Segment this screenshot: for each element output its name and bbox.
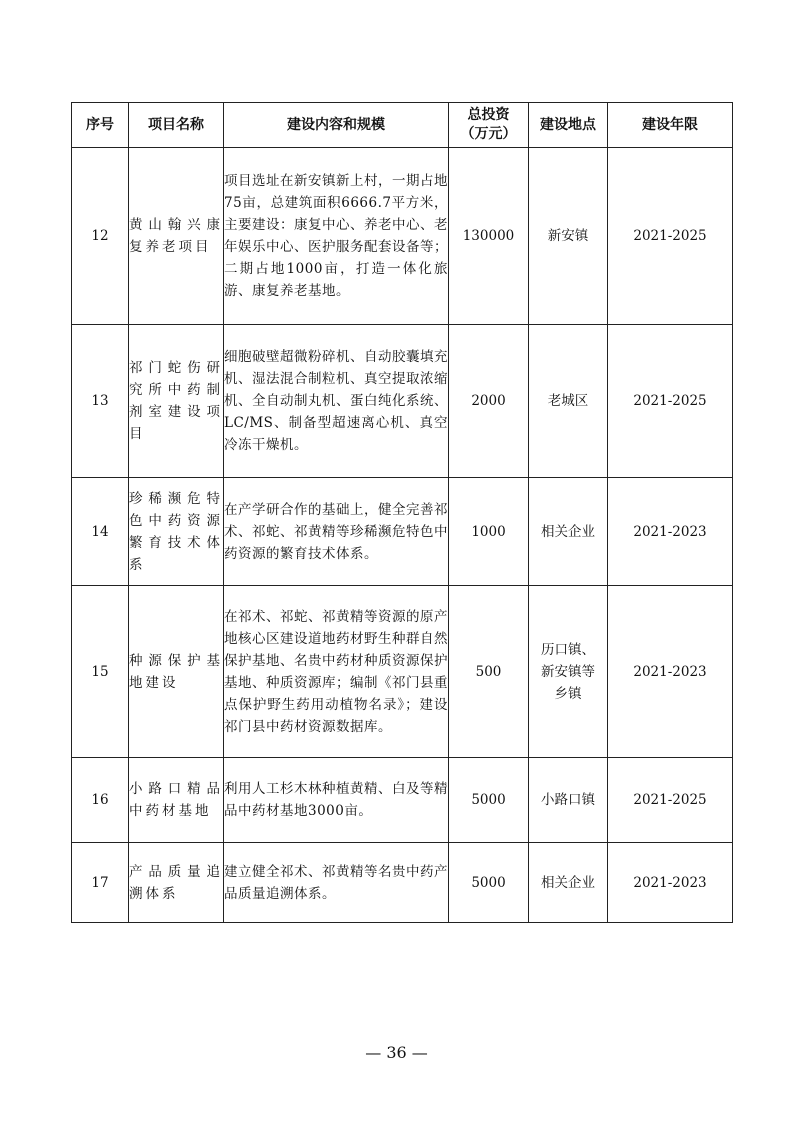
row-period: 2021-2025	[608, 758, 733, 843]
row-location: 小路口镇	[529, 758, 608, 843]
row-location: 相关企业	[529, 478, 608, 586]
table-row	[72, 148, 733, 325]
row-period: 2021-2023	[608, 843, 733, 923]
row-project-name: 小路口精品中药材基地	[129, 758, 224, 843]
row-no: 16	[72, 758, 129, 843]
row-location: 相关企业	[529, 843, 608, 923]
row-project-name: 祁门蛇伤研究所中药制剂室建设项目	[129, 325, 224, 478]
page-number: — 36 —	[365, 1043, 428, 1062]
project-table	[71, 102, 733, 923]
table-row	[72, 478, 733, 586]
row-investment: 500	[449, 586, 529, 758]
row-no: 14	[72, 478, 129, 586]
row-no: 17	[72, 843, 129, 923]
row-location: 老城区	[529, 325, 608, 478]
header-content: 建设内容和规模	[224, 103, 449, 148]
row-period: 2021-2025	[608, 325, 733, 478]
header-no: 序号	[72, 103, 129, 148]
row-project-name: 种源保护基地建设	[129, 586, 224, 758]
row-investment: 2000	[449, 325, 529, 478]
table-row	[72, 758, 733, 843]
row-location: 历口镇、新安镇等乡镇	[529, 586, 608, 758]
row-project-name: 珍稀濒危特色中药资源繁育技术体系	[129, 478, 224, 586]
row-content: 在产学研合作的基础上，健全完善祁术、祁蛇、祁黄精等珍稀濒危特色中药资源的繁育技术体系。	[224, 478, 449, 586]
row-project-name: 产品质量追溯体系	[129, 843, 224, 923]
row-investment: 5000	[449, 758, 529, 843]
row-period: 2021-2023	[608, 478, 733, 586]
row-content: 利用人工杉木林种植黄精、白及等精品中药材基地3000亩。	[224, 758, 449, 843]
row-period: 2021-2025	[608, 148, 733, 325]
row-content: 细胞破壁超微粉碎机、自动胶囊填充机、湿法混合制粒机、真空提取浓缩机、全自动制丸机、蛋白纯化系统、LC/MS、制备型超速离心机、真空冷冻干燥机。	[224, 325, 449, 478]
row-investment: 1000	[449, 478, 529, 586]
header-investment-line1: 总投资	[467, 107, 510, 123]
header-name: 项目名称	[129, 103, 224, 148]
header-period: 建设年限	[608, 103, 733, 148]
row-location: 新安镇	[529, 148, 608, 325]
row-investment: 5000	[449, 843, 529, 923]
table-header-row	[72, 103, 733, 148]
header-location: 建设地点	[529, 103, 608, 148]
row-no: 13	[72, 325, 129, 478]
header-investment-line2: （万元）	[460, 126, 517, 142]
header-investment	[449, 103, 529, 148]
row-investment: 130000	[449, 148, 529, 325]
table-row	[72, 586, 733, 758]
row-project-name: 黄山翰兴康复养老项目	[129, 148, 224, 325]
row-period: 2021-2023	[608, 586, 733, 758]
table-row	[72, 843, 733, 923]
row-content: 项目选址在新安镇新上村，一期占地75亩，总建筑面积6666.7平方米，主要建设：康复中心、养老中心、老年娱乐中心、医护服务配套设备等；二期占地1000亩，打造一体化旅游、康复养老基地。	[224, 148, 449, 325]
row-no: 15	[72, 586, 129, 758]
row-content: 在祁术、祁蛇、祁黄精等资源的原产地核心区建设道地药材野生种群自然保护基地、名贵中药材种质资源保护基地、种质资源库；编制《祁门县重点保护野生药用动植物名录》；建设祁门县中药材资源数据库。	[224, 586, 449, 758]
table-row	[72, 325, 733, 478]
row-content: 建立健全祁术、祁黄精等名贵中药产品质量追溯体系。	[224, 843, 449, 923]
row-no: 12	[72, 148, 129, 325]
